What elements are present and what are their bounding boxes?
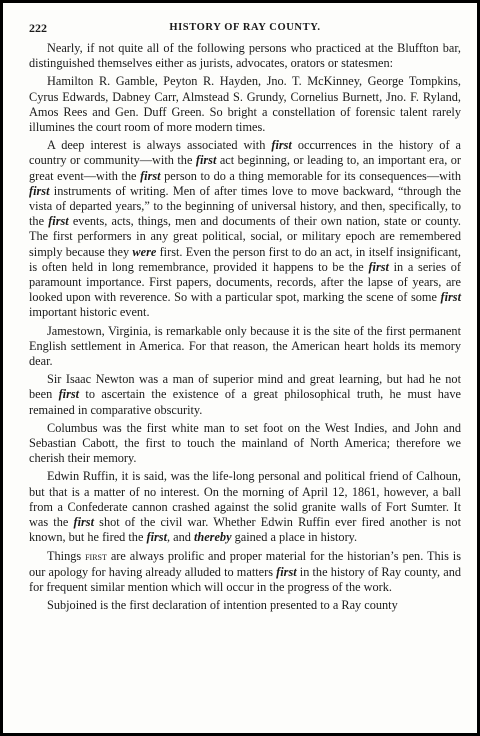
text-run: important historic event.: [29, 305, 150, 320]
paragraph: [29, 324, 461, 370]
text-run: events, acts, things, men and documents of their own nation, state or county. The first performers in any great political, social, or military epoch are remembered simply because they: [29, 214, 461, 259]
page-header: [29, 21, 461, 41]
text-run: shot of the civil war. Whether Edwin Ruffin ever fired another is not known, but he fired the: [29, 515, 461, 545]
paragraph: [29, 74, 461, 135]
text-run: instruments of writing. Men of after times love to move backward, “through the vista of departed years,” to the beginning of universal history, and then, specifically, to the: [29, 183, 461, 229]
emphasis-text: first: [276, 564, 297, 579]
text-run: , and: [166, 530, 194, 545]
paragraph: [29, 598, 461, 613]
text-run: Edwin Ruffin, it is said, was the life-long personal and political friend of Calhoun, but that is a matter of no interest. On the morning of April 12, 1861, however, a ball from a Confederate cannon crashed against the solid granite walls of Fort Sumter. It was the: [29, 469, 461, 530]
text-run: are always prolific and proper material for the historian’s pen. This is our apology for having already alluded to matters: [29, 548, 462, 579]
text-run: person to do a thing memorable for its consequences—with: [160, 168, 461, 183]
paragraph: [29, 41, 461, 71]
text-run: first: [85, 550, 107, 563]
text-run: Things: [47, 548, 86, 563]
emphasis-text: first: [440, 290, 461, 305]
text-run: Nearly, if not quite all of the following persons who practiced at the Bluffton bar, distinguished themselves either as jurists, advocates, orators or statesmen:: [29, 41, 461, 71]
paragraph: [29, 469, 461, 545]
page-number: 222: [29, 21, 47, 35]
emphasis-text: first: [146, 530, 167, 545]
emphasis-text: first: [195, 153, 217, 168]
emphasis-text: first: [140, 168, 161, 183]
paragraph: [29, 549, 461, 596]
emphasis-text: first: [58, 387, 80, 402]
text-run: A deep interest is always associated with: [47, 138, 272, 153]
text-run: Sir Isaac Newton was a man of superior mind and great learning, but had he not been: [29, 372, 461, 402]
emphasis-text: first: [73, 515, 94, 530]
emphasis-text: thereby: [193, 530, 232, 545]
emphasis-text: first: [48, 214, 69, 229]
paragraph: [29, 372, 461, 418]
emphasis-text: first: [271, 138, 292, 153]
text-run: Subjoined is the first declaration of intention presented to a Ray county: [47, 598, 398, 613]
text-run: gained a place in history.: [231, 530, 358, 545]
text-run: act beginning, or leading to, an important era, or great event—with the: [29, 153, 461, 183]
page-body: [29, 41, 461, 613]
emphasis-text: first: [29, 183, 50, 198]
emphasis-text: were: [132, 244, 157, 259]
emphasis-text: first: [368, 259, 389, 274]
text-run: Hamilton R. Gamble, Peyton R. Hayden, Jno. T. McKinney, George Tompkins, Cyrus Edwards, Dabney Carr, Almstead S. Grundy, Cornelius Burnett, Jno. F. Ryland, Amos Rees and Gen. Duff Green. So bright a constellation of forensic talent rarely illumines the court room of more modern times.: [29, 74, 461, 135]
text-run: Columbus was the first white man to set foot on the West Indies, and John and Sebastian Cabott, the first to touch the mainland of North America; therefore we cherish their memory.: [29, 420, 461, 466]
paragraph: [29, 421, 461, 467]
text-run: Jamestown, Virginia, is remarkable only because it is the site of the first permanent English settlement in America. For that reason, the American heart holds its memory dear.: [29, 323, 461, 369]
running-title: HISTORY OF RAY COUNTY.: [169, 22, 321, 33]
text-run: in a series of paramount importance. First papers, documents, records, after the lapse of years, are looked upon with reverence. So with a particular spot, marking the scene of some: [29, 259, 461, 305]
text-run: to ascertain the existence of a great philosophical truth, he must have remained in comparative obscurity.: [29, 387, 461, 417]
text-run: occurrences in the history of a country or community—with the: [29, 138, 461, 168]
text-run: first. Even the person first to do an act, in itself insignificant, is often held in long remembrance, provided it happens to be the: [29, 244, 461, 274]
text-run: in the history of Ray county, and for frequent similar mention which will occur in the progress of the work.: [29, 564, 461, 594]
book-page: [29, 21, 461, 616]
paragraph: [29, 138, 461, 320]
